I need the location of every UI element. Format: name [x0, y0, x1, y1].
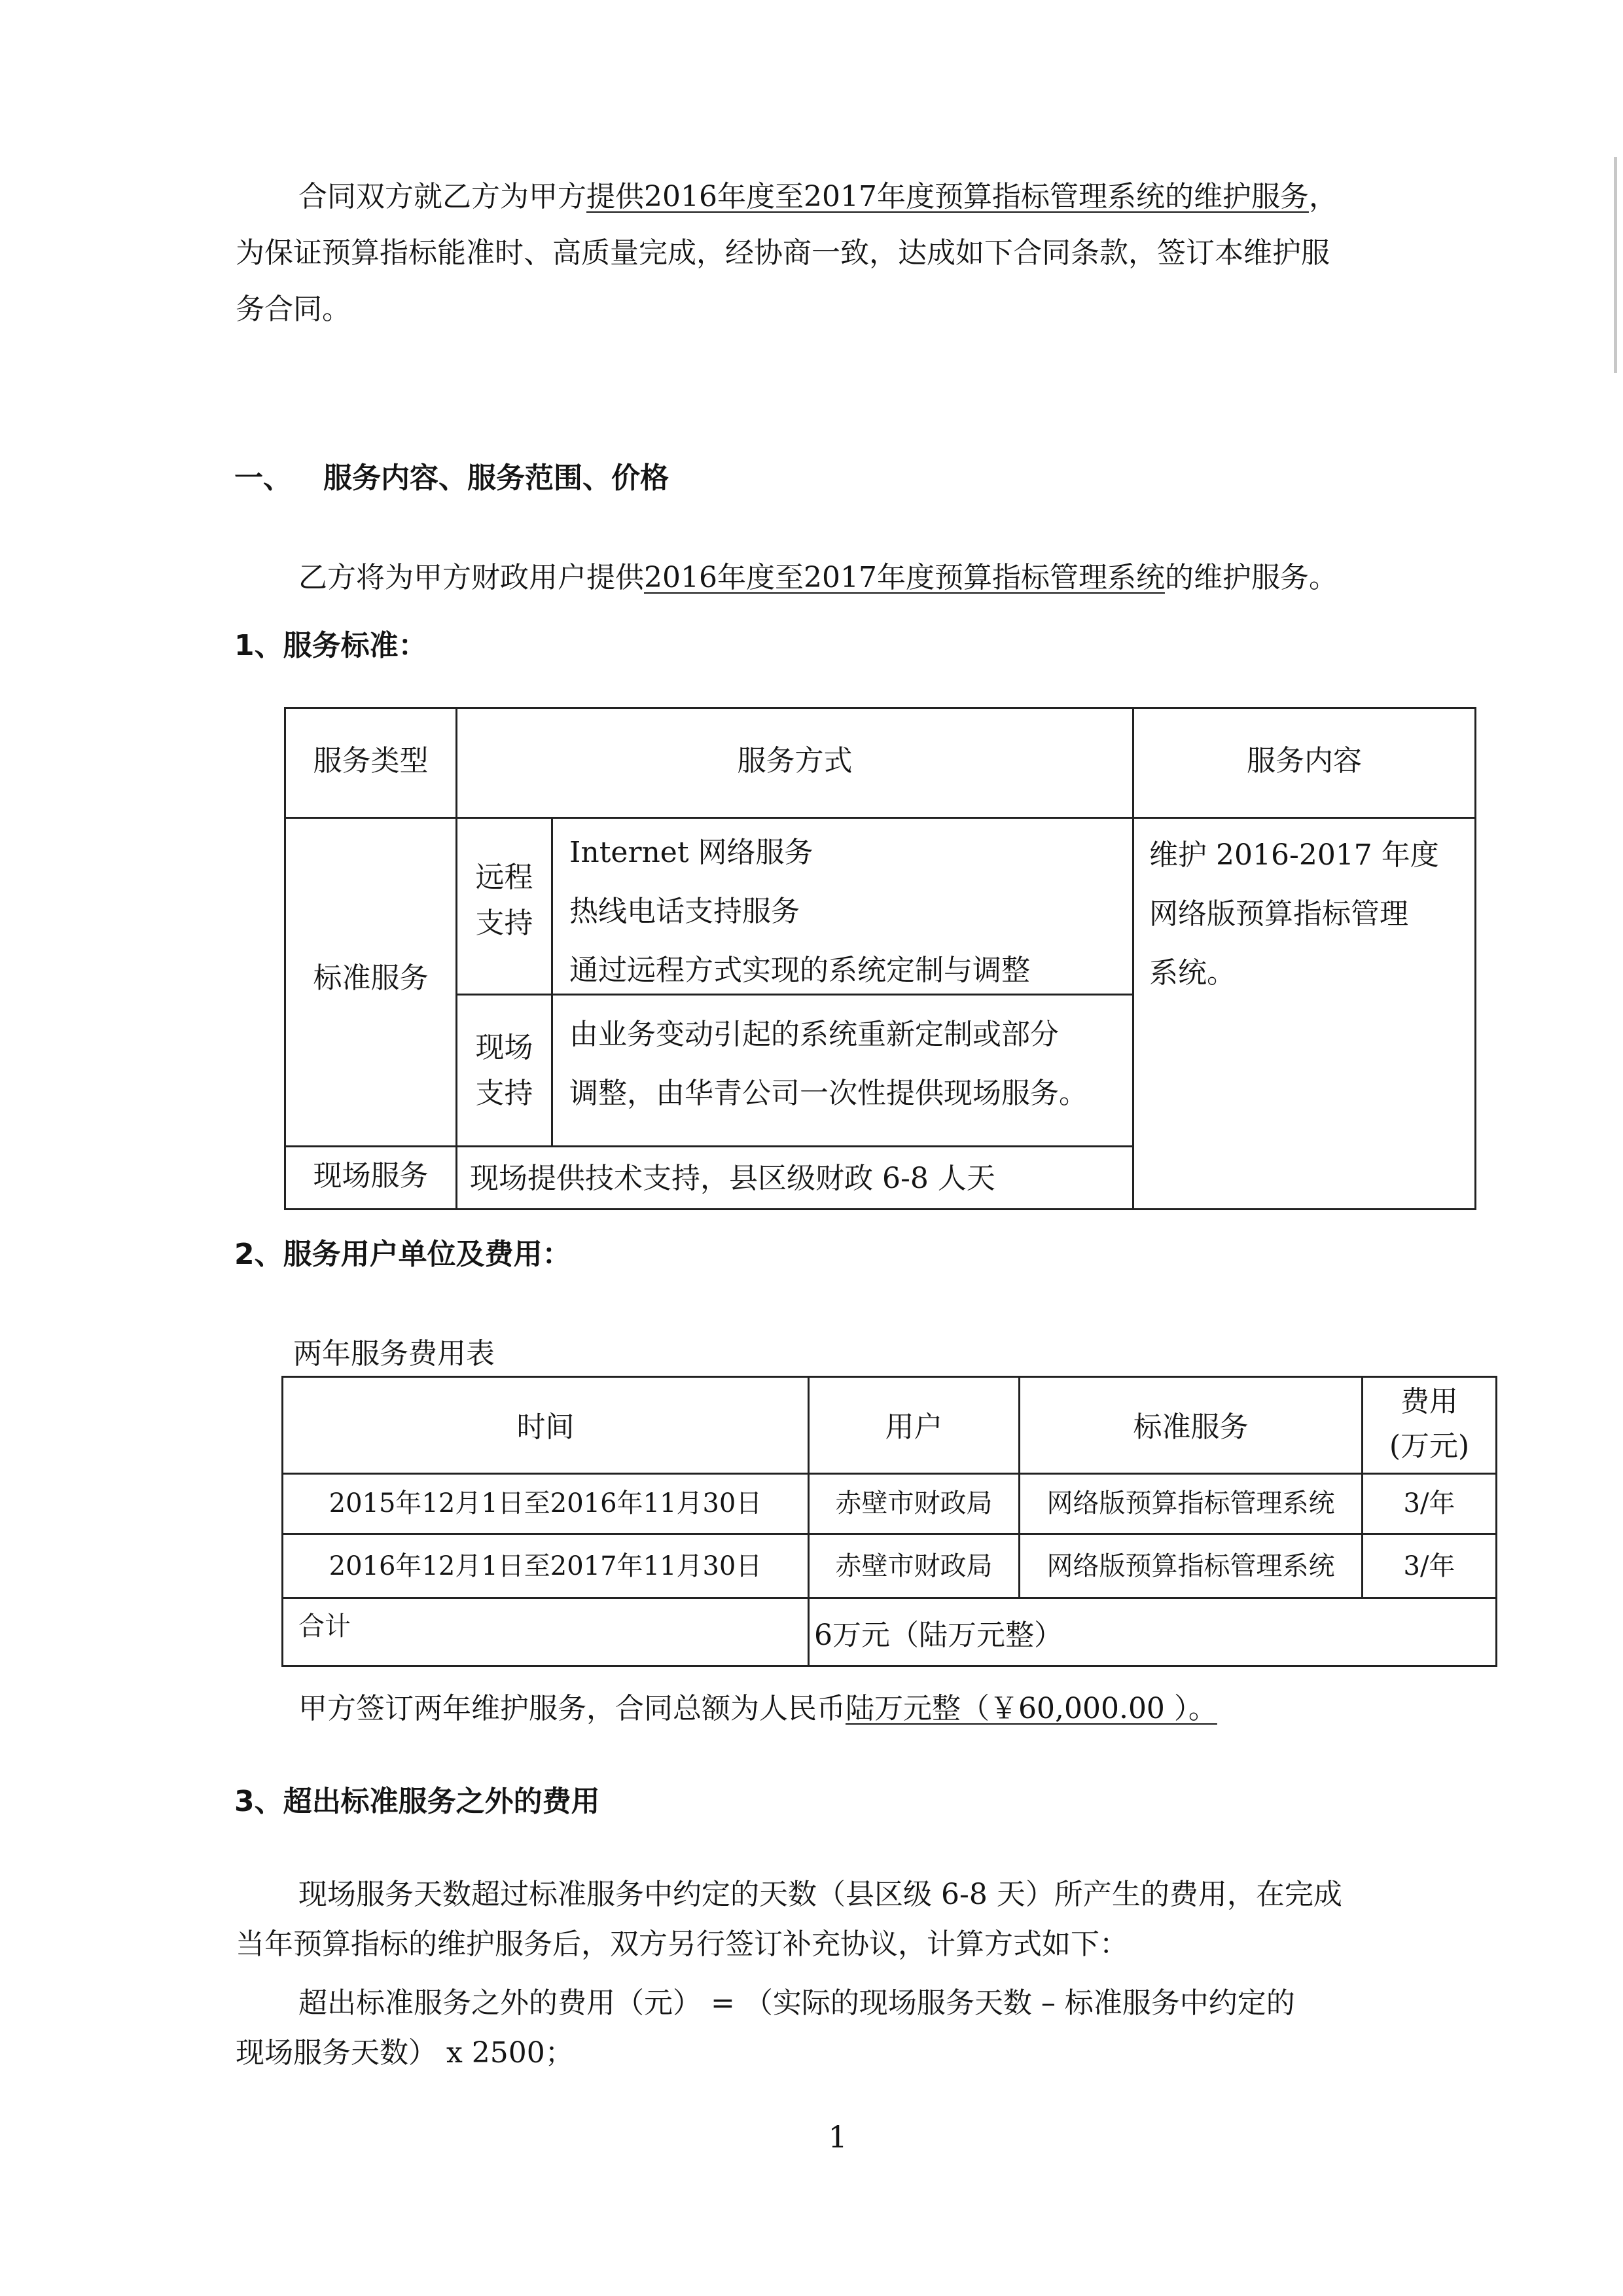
- field-service-label: 现场服务: [313, 1159, 429, 1193]
- fee-row-1-user: 赤壁市财政局: [835, 1488, 993, 1518]
- sub3-title: 3、超出标准服务之外的费用: [234, 1785, 600, 1818]
- section1-title: 服务内容、服务范围、价格: [323, 461, 669, 495]
- remote-item-internet: Internet 网络服务: [569, 836, 813, 869]
- formula-line-2: 现场服务天数） x 2500；: [236, 2036, 574, 2070]
- sub2-title: 2、服务用户单位及费用：: [234, 1238, 571, 1271]
- fee-header-user: 用户: [885, 1410, 943, 1444]
- fee-total-value: 6万元（陆万元整）: [814, 1619, 1063, 1652]
- section1-paragraph: 乙方将为甲方财政用户提供2016年度至2017年度预算指标管理系统的维护服务。: [298, 561, 1338, 594]
- onsite-support-label: 现场 支持: [475, 1031, 533, 1110]
- field-service-method: 现场提供技术支持，县区级财政 6-8 人天: [470, 1162, 995, 1195]
- fee-row-1-fee: 3/年: [1403, 1488, 1455, 1518]
- content-line-2: 网络版预算指标管理: [1149, 897, 1408, 931]
- section1-number: 一、: [234, 461, 292, 495]
- fee-row-2-service: 网络版预算指标管理系统: [1046, 1551, 1335, 1581]
- intro-line-3: 务合同。: [236, 293, 351, 326]
- intro-underlined-text: 提供2016年度至2017年度预算指标管理系统的维护服务: [586, 180, 1309, 213]
- fee-header-fee: 费用 (万元): [1389, 1385, 1470, 1463]
- extra-fees-paragraph: [236, 1873, 1466, 2075]
- fee-header-time: 时间: [516, 1410, 575, 1444]
- remote-item-hotline: 热线电话支持服务: [569, 895, 800, 928]
- formula-line-1: 超出标准服务之外的费用（元） = （实际的现场服务天数 – 标准服务中约定的: [298, 1986, 1295, 2020]
- remote-item-customization: 通过远程方式实现的系统定制与调整: [569, 954, 1030, 987]
- content-line-3: 系统。: [1149, 956, 1236, 990]
- header-service-content: 服务内容: [1247, 744, 1362, 778]
- contract-total-amount: 陆万元整（￥60,000.00 ）。: [846, 1692, 1217, 1725]
- intro-line-1: 合同双方就乙方为甲方提供2016年度至2017年度预算指标管理系统的维护服务，: [298, 180, 1338, 213]
- extra-fees-line-1: 现场服务天数超过标准服务中约定的天数（县区级 6-8 天）所产生的费用，在完成: [298, 1878, 1342, 1911]
- remote-support-label: 远程 支持: [475, 861, 533, 940]
- onsite-item-2: 调整，由华青公司一次性提供现场服务。: [569, 1077, 1088, 1110]
- fee-row-2-fee: 3/年: [1403, 1551, 1455, 1581]
- intro-line-2: 为保证预算指标能准时、高质量完成，经协商一致，达成如下合同条款，签订本维护服: [236, 236, 1330, 270]
- section1-underlined: 2016年度至2017年度预算指标管理系统: [644, 561, 1165, 594]
- fee-row-1-time: 2015年12月1日至2016年11月30日: [329, 1488, 762, 1518]
- header-service-type: 服务类型: [313, 744, 429, 778]
- onsite-item-1: 由业务变动引起的系统重新定制或部分: [569, 1018, 1059, 1051]
- content-line-1: 维护 2016-2017 年度: [1149, 838, 1439, 872]
- sub1-title: 1、服务标准：: [234, 629, 427, 662]
- standard-service-label: 标准服务: [313, 961, 429, 995]
- fee-row-2-user: 赤壁市财政局: [835, 1551, 993, 1581]
- scan-edge-mark: [1614, 157, 1617, 373]
- page-number: 1: [828, 2119, 847, 2155]
- fee-table-caption: 两年服务费用表: [293, 1337, 495, 1371]
- fee-row-1-service: 网络版预算指标管理系统: [1046, 1488, 1335, 1518]
- fee-header-service: 标准服务: [1133, 1410, 1249, 1444]
- intro-paragraph: [236, 175, 1466, 331]
- contract-total: 甲方签订两年维护服务，合同总额为人民币陆万元整（￥60,000.00 ）。: [298, 1692, 1217, 1725]
- header-service-method: 服务方式: [737, 744, 853, 778]
- fee-total-label: 合计: [298, 1611, 351, 1641]
- fee-row-2-time: 2016年12月1日至2017年11月30日: [329, 1551, 762, 1581]
- extra-fees-line-2: 当年预算指标的维护服务后，双方另行签订补充协议，计算方式如下：: [236, 1928, 1128, 1961]
